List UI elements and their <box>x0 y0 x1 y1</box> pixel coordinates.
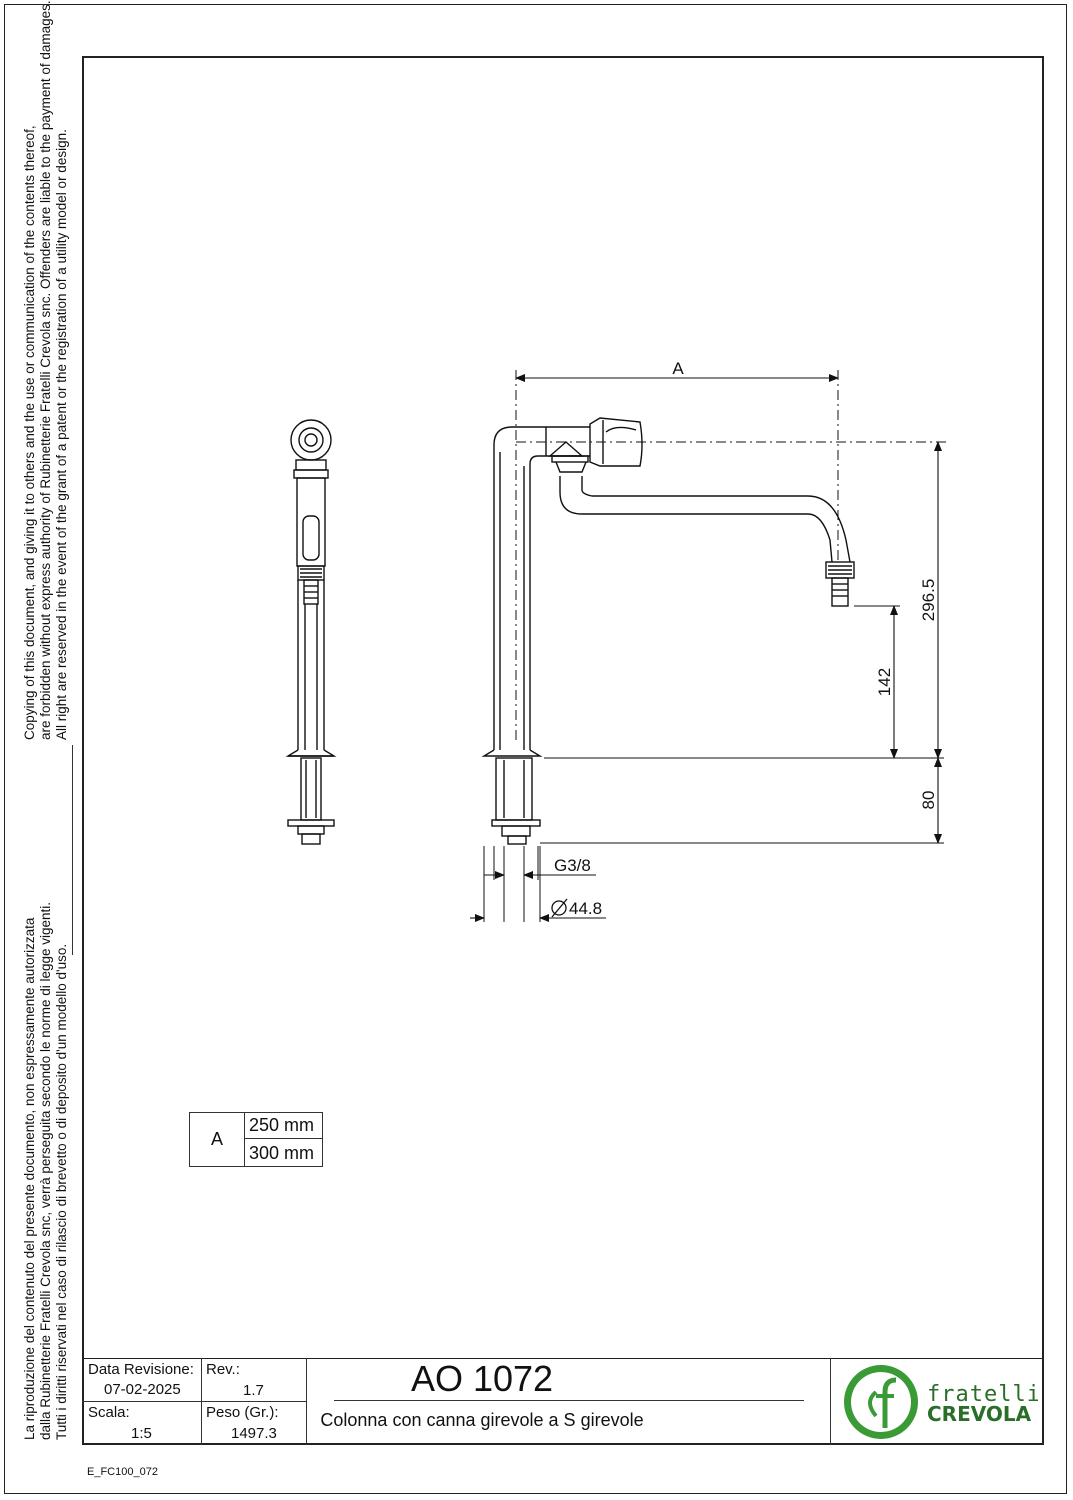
fc-monogram-icon <box>842 1362 1038 1442</box>
notice-en-line-2: are forbidden without express authority of Rubinetterie Fratelli Crevola snc. Offenders are liable to the payment of damages. <box>38 0 53 740</box>
front-flange <box>484 750 540 756</box>
column-inner <box>530 456 590 750</box>
notice-en-line-1: Copying of this document, and giving it to others and the use or communication of the contents thereof, <box>22 125 37 740</box>
side-view-body <box>297 478 325 566</box>
dim-diameter-text: 44.8 <box>569 899 603 918</box>
dim-thread-text: G3/8 <box>554 856 591 875</box>
notice-it-line-3: Tutti i diritti riservati nel caso di rilascio di brevetto o di deposito d'un modello d'uso. <box>54 943 69 1440</box>
variant-value-1: 250 mm <box>245 1113 322 1139</box>
outlet-nozzle <box>832 578 848 606</box>
title-block-underline <box>334 1400 804 1401</box>
side-view <box>288 420 334 844</box>
weight-label: Peso (Gr.): <box>206 1404 279 1421</box>
variant-value-2: 300 mm <box>249 1142 315 1163</box>
tee-joint <box>550 442 582 456</box>
weight-value: 1497.3 <box>231 1425 277 1442</box>
document-code: AO 1072 <box>410 1358 554 1399</box>
diameter-symbol-icon <box>552 899 567 917</box>
notice-en-line-3: All right are reserved in the event of the grant of a patent or the registration of a utility model or design. <box>54 129 69 740</box>
logo-line-1: fratelli <box>927 1382 1038 1407</box>
revision-date-label: Data Revisione: <box>88 1361 194 1378</box>
side-view-flange <box>288 750 334 756</box>
logo-line-2: CREVOLA <box>927 1402 1032 1426</box>
footer-code: E_FC100_072 <box>87 1466 158 1478</box>
title-block-divider <box>82 1401 306 1402</box>
scale-label: Scala: <box>88 1404 130 1421</box>
dim-142-text: 142 <box>875 667 894 697</box>
variant-table-label: A <box>190 1113 245 1166</box>
title-block-divider <box>830 1358 831 1445</box>
variant-table <box>189 1112 323 1167</box>
notice-it-line-2: dalla Rubinetterie Fratelli Crevola snc, verrà perseguita secondo le norme di legge vigenti. <box>38 901 53 1440</box>
front-view <box>484 418 854 844</box>
column-outer <box>494 427 590 750</box>
revision-date-value: 07-02-2025 <box>104 1381 181 1398</box>
dimension-lines <box>470 378 938 918</box>
company-logo <box>842 1362 1038 1442</box>
scale-value: 1:5 <box>131 1425 152 1442</box>
side-view-handle <box>291 420 331 460</box>
dim-a-text: A <box>672 359 684 378</box>
rev-value: 1.7 <box>243 1382 264 1399</box>
dim-80-text: 80 <box>919 790 938 810</box>
side-view-shank <box>301 758 321 820</box>
dim-296-text: 296.5 <box>919 578 938 622</box>
spout-top <box>560 476 808 514</box>
spout-curve <box>808 496 850 562</box>
front-shank <box>496 758 532 820</box>
rev-label: Rev.: <box>206 1361 240 1378</box>
notice-it-line-1: La riproduzione del contenuto del presente documento, non espressamente autorizzata <box>22 917 37 1440</box>
document-description: Colonna con canna girevole a S girevole <box>320 1410 644 1430</box>
